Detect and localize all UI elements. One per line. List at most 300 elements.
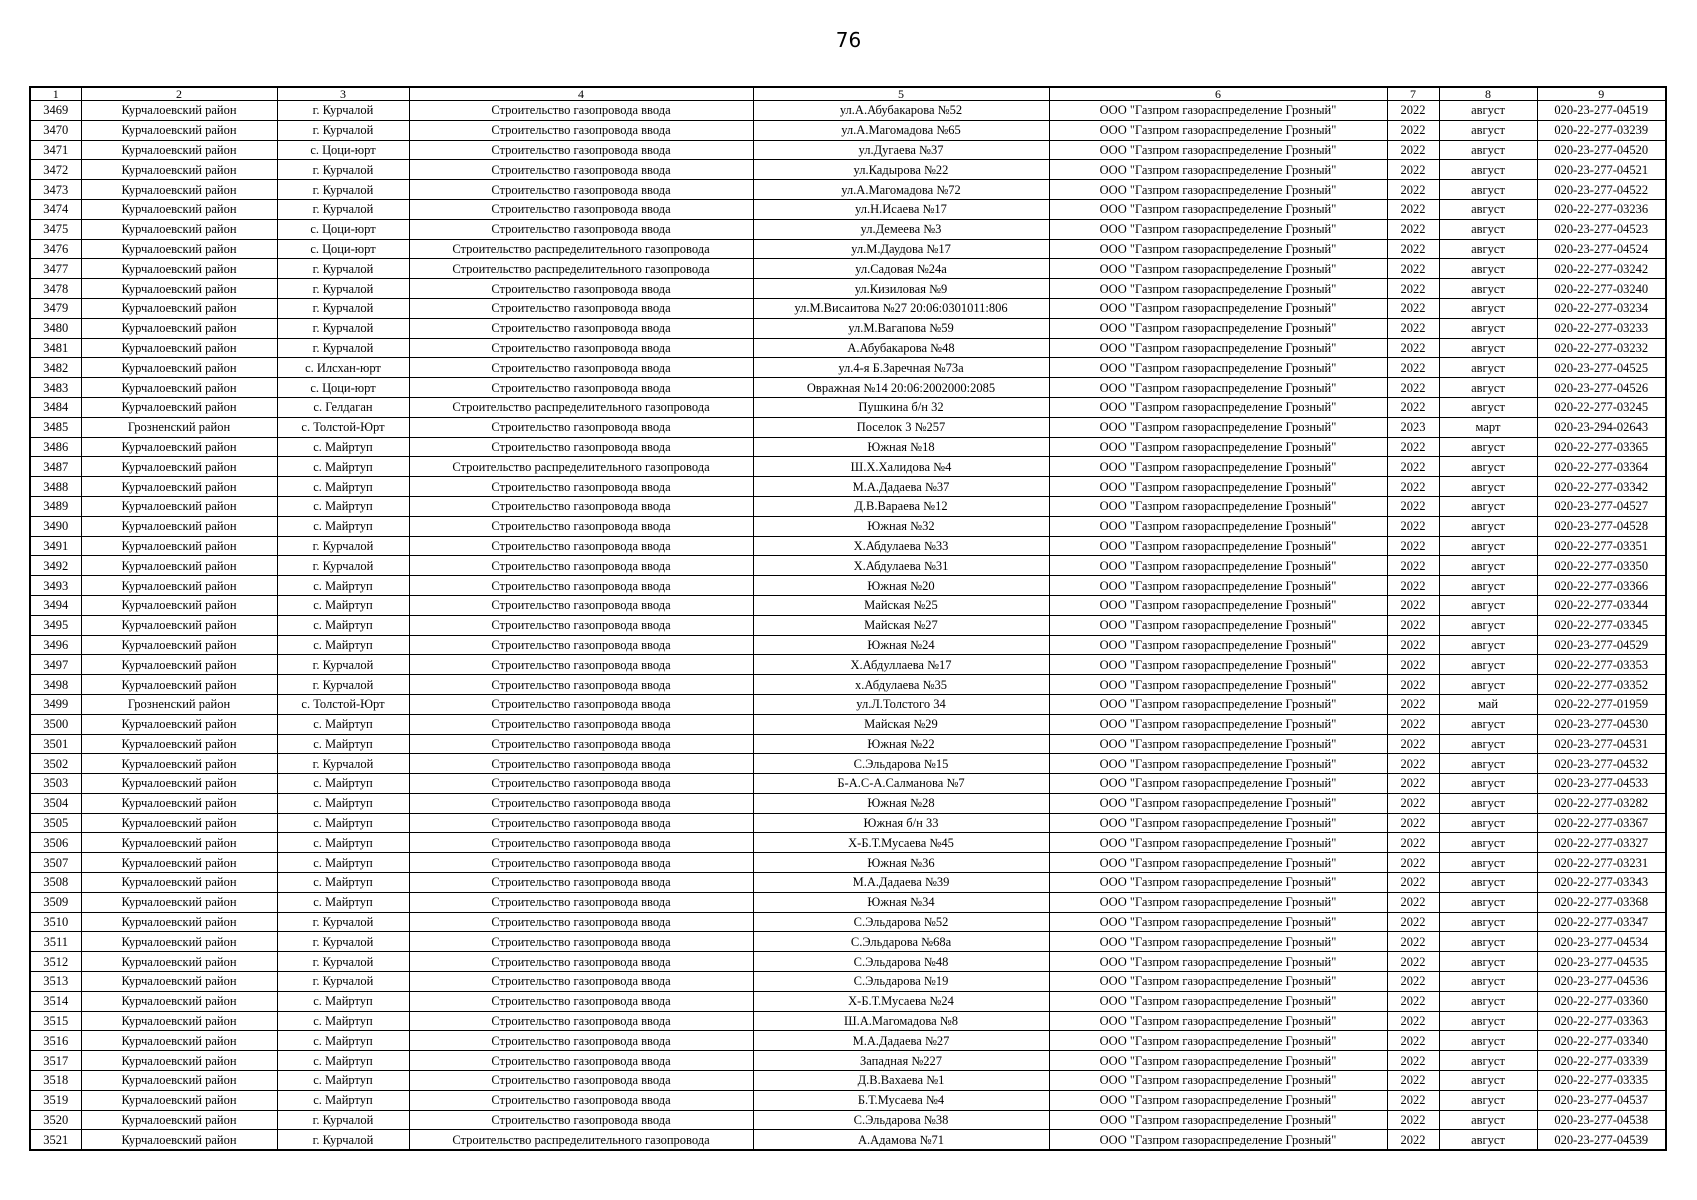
district-cell: Курчалоевский район xyxy=(81,279,277,299)
row-number-cell: 3499 xyxy=(30,694,81,714)
settlement-cell: г. Курчалой xyxy=(277,952,409,972)
month-cell: август xyxy=(1439,734,1537,754)
settlement-cell: с. Майртуп xyxy=(277,991,409,1011)
address-cell: С.Эльдарова №15 xyxy=(753,754,1049,774)
row-number-cell: 3501 xyxy=(30,734,81,754)
year-cell: 2022 xyxy=(1387,754,1439,774)
settlement-cell: г. Курчалой xyxy=(277,655,409,675)
district-cell: Курчалоевский район xyxy=(81,259,277,279)
year-cell: 2022 xyxy=(1387,239,1439,259)
organization-cell: ООО "Газпром газораспределение Грозный" xyxy=(1049,457,1387,477)
month-cell: август xyxy=(1439,1071,1537,1091)
registry-number-cell: 020-22-277-03242 xyxy=(1537,259,1666,279)
month-cell: август xyxy=(1439,219,1537,239)
district-cell: Грозненский район xyxy=(81,694,277,714)
district-cell: Курчалоевский район xyxy=(81,675,277,695)
settlement-cell: с. Толстой-Юрт xyxy=(277,417,409,437)
work-type-cell: Строительство газопровода ввода xyxy=(409,714,753,734)
month-cell: август xyxy=(1439,536,1537,556)
registry-number-cell: 020-23-277-04530 xyxy=(1537,714,1666,734)
registry-number-cell: 020-22-277-03366 xyxy=(1537,576,1666,596)
year-cell: 2022 xyxy=(1387,1090,1439,1110)
work-type-cell: Строительство газопровода ввода xyxy=(409,734,753,754)
organization-cell: ООО "Газпром газораспределение Грозный" xyxy=(1049,338,1387,358)
year-cell: 2022 xyxy=(1387,101,1439,121)
settlement-cell: г. Курчалой xyxy=(277,536,409,556)
organization-cell: ООО "Газпром газораспределение Грозный" xyxy=(1049,991,1387,1011)
work-type-cell: Строительство газопровода ввода xyxy=(409,101,753,121)
organization-cell: ООО "Газпром газораспределение Грозный" xyxy=(1049,774,1387,794)
registry-number-cell: 020-23-277-04522 xyxy=(1537,180,1666,200)
month-cell: август xyxy=(1439,873,1537,893)
organization-cell: ООО "Газпром газораспределение Грозный" xyxy=(1049,180,1387,200)
district-cell: Курчалоевский район xyxy=(81,873,277,893)
month-cell: август xyxy=(1439,1051,1537,1071)
work-type-cell: Строительство газопровода ввода xyxy=(409,298,753,318)
address-cell: Южная №34 xyxy=(753,892,1049,912)
year-cell: 2022 xyxy=(1387,1031,1439,1051)
month-cell: август xyxy=(1439,972,1537,992)
address-cell: С.Эльдарова №19 xyxy=(753,972,1049,992)
column-header: 7 xyxy=(1387,87,1439,101)
address-cell: С.Эльдарова №68а xyxy=(753,932,1049,952)
row-number-cell: 3491 xyxy=(30,536,81,556)
district-cell: Курчалоевский район xyxy=(81,972,277,992)
row-number-cell: 3480 xyxy=(30,318,81,338)
registry-number-cell: 020-22-277-03350 xyxy=(1537,556,1666,576)
settlement-cell: с. Майртуп xyxy=(277,437,409,457)
year-cell: 2022 xyxy=(1387,1071,1439,1091)
year-cell: 2022 xyxy=(1387,952,1439,972)
district-cell: Курчалоевский район xyxy=(81,655,277,675)
row-number-cell: 3479 xyxy=(30,298,81,318)
organization-cell: ООО "Газпром газораспределение Грозный" xyxy=(1049,160,1387,180)
settlement-cell: с. Цоци-юрт xyxy=(277,239,409,259)
row-number-cell: 3478 xyxy=(30,279,81,299)
organization-cell: ООО "Газпром газораспределение Грозный" xyxy=(1049,477,1387,497)
year-cell: 2022 xyxy=(1387,595,1439,615)
year-cell: 2022 xyxy=(1387,160,1439,180)
settlement-cell: г. Курчалой xyxy=(277,279,409,299)
month-cell: август xyxy=(1439,774,1537,794)
work-type-cell: Строительство газопровода ввода xyxy=(409,120,753,140)
year-cell: 2022 xyxy=(1387,556,1439,576)
month-cell: август xyxy=(1439,298,1537,318)
gas-pipeline-register-table xyxy=(29,86,1667,1151)
year-cell: 2022 xyxy=(1387,358,1439,378)
table-row xyxy=(30,932,1666,952)
year-cell: 2023 xyxy=(1387,417,1439,437)
registry-number-cell: 020-22-277-03327 xyxy=(1537,833,1666,853)
organization-cell: ООО "Газпром газораспределение Грозный" xyxy=(1049,358,1387,378)
registry-number-cell: 020-23-277-04526 xyxy=(1537,378,1666,398)
table-row xyxy=(30,833,1666,853)
organization-cell: ООО "Газпром газораспределение Грозный" xyxy=(1049,595,1387,615)
address-cell: Д.В.Вахаева №1 xyxy=(753,1071,1049,1091)
table-row xyxy=(30,556,1666,576)
row-number-cell: 3516 xyxy=(30,1031,81,1051)
table-row xyxy=(30,952,1666,972)
table-row xyxy=(30,1051,1666,1071)
district-cell: Курчалоевский район xyxy=(81,556,277,576)
settlement-cell: с. Майртуп xyxy=(277,1051,409,1071)
registry-number-cell: 020-22-277-03342 xyxy=(1537,477,1666,497)
month-cell: август xyxy=(1439,952,1537,972)
month-cell: август xyxy=(1439,813,1537,833)
year-cell: 2022 xyxy=(1387,140,1439,160)
organization-cell: ООО "Газпром газораспределение Грозный" xyxy=(1049,793,1387,813)
table-row xyxy=(30,496,1666,516)
organization-cell: ООО "Газпром газораспределение Грозный" xyxy=(1049,714,1387,734)
month-cell: август xyxy=(1439,892,1537,912)
settlement-cell: г. Курчалой xyxy=(277,1130,409,1150)
table-row xyxy=(30,397,1666,417)
district-cell: Курчалоевский район xyxy=(81,833,277,853)
month-cell: август xyxy=(1439,199,1537,219)
year-cell: 2022 xyxy=(1387,477,1439,497)
row-number-cell: 3470 xyxy=(30,120,81,140)
month-cell: август xyxy=(1439,615,1537,635)
settlement-cell: с. Майртуп xyxy=(277,457,409,477)
row-number-cell: 3502 xyxy=(30,754,81,774)
address-cell: М.А.Дадаева №27 xyxy=(753,1031,1049,1051)
organization-cell: ООО "Газпром газораспределение Грозный" xyxy=(1049,120,1387,140)
address-cell: М.А.Дадаева №37 xyxy=(753,477,1049,497)
settlement-cell: с. Майртуп xyxy=(277,774,409,794)
row-number-cell: 3493 xyxy=(30,576,81,596)
year-cell: 2022 xyxy=(1387,437,1439,457)
district-cell: Курчалоевский район xyxy=(81,754,277,774)
year-cell: 2022 xyxy=(1387,655,1439,675)
work-type-cell: Строительство газопровода ввода xyxy=(409,1071,753,1091)
table-row xyxy=(30,1110,1666,1130)
registry-number-cell: 020-23-277-04538 xyxy=(1537,1110,1666,1130)
settlement-cell: с. Майртуп xyxy=(277,1090,409,1110)
settlement-cell: с. Майртуп xyxy=(277,576,409,596)
registry-number-cell: 020-22-277-03233 xyxy=(1537,318,1666,338)
row-number-cell: 3508 xyxy=(30,873,81,893)
table-row xyxy=(30,1031,1666,1051)
organization-cell: ООО "Газпром газораспределение Грозный" xyxy=(1049,813,1387,833)
address-cell: С.Эльдарова №52 xyxy=(753,912,1049,932)
row-number-cell: 3495 xyxy=(30,615,81,635)
district-cell: Курчалоевский район xyxy=(81,457,277,477)
district-cell: Курчалоевский район xyxy=(81,219,277,239)
month-cell: август xyxy=(1439,655,1537,675)
work-type-cell: Строительство газопровода ввода xyxy=(409,1051,753,1071)
registry-number-cell: 020-23-277-04535 xyxy=(1537,952,1666,972)
district-cell: Курчалоевский район xyxy=(81,615,277,635)
table-row xyxy=(30,635,1666,655)
organization-cell: ООО "Газпром газораспределение Грозный" xyxy=(1049,279,1387,299)
year-cell: 2022 xyxy=(1387,219,1439,239)
row-number-cell: 3489 xyxy=(30,496,81,516)
work-type-cell: Строительство газопровода ввода xyxy=(409,1011,753,1031)
month-cell: август xyxy=(1439,160,1537,180)
row-number-cell: 3484 xyxy=(30,397,81,417)
row-number-cell: 3515 xyxy=(30,1011,81,1031)
table-row xyxy=(30,793,1666,813)
settlement-cell: г. Курчалой xyxy=(277,556,409,576)
year-cell: 2022 xyxy=(1387,833,1439,853)
registry-number-cell: 020-22-277-03339 xyxy=(1537,1051,1666,1071)
address-cell: ул.М.Вагапова №59 xyxy=(753,318,1049,338)
year-cell: 2022 xyxy=(1387,615,1439,635)
settlement-cell: г. Курчалой xyxy=(277,1110,409,1130)
district-cell: Курчалоевский район xyxy=(81,477,277,497)
month-cell: август xyxy=(1439,101,1537,121)
column-header: 1 xyxy=(30,87,81,101)
table-row xyxy=(30,477,1666,497)
table-row xyxy=(30,140,1666,160)
month-cell: август xyxy=(1439,120,1537,140)
month-cell: август xyxy=(1439,912,1537,932)
settlement-cell: г. Курчалой xyxy=(277,932,409,952)
table-row xyxy=(30,991,1666,1011)
district-cell: Курчалоевский район xyxy=(81,1090,277,1110)
settlement-cell: г. Курчалой xyxy=(277,318,409,338)
registry-number-cell: 020-22-277-03234 xyxy=(1537,298,1666,318)
month-cell: август xyxy=(1439,140,1537,160)
row-number-cell: 3498 xyxy=(30,675,81,695)
address-cell: Х.Абдулаева №31 xyxy=(753,556,1049,576)
organization-cell: ООО "Газпром газораспределение Грозный" xyxy=(1049,1071,1387,1091)
table-row xyxy=(30,655,1666,675)
organization-cell: ООО "Газпром газораспределение Грозный" xyxy=(1049,972,1387,992)
month-cell: август xyxy=(1439,833,1537,853)
month-cell: август xyxy=(1439,1110,1537,1130)
work-type-cell: Строительство газопровода ввода xyxy=(409,358,753,378)
row-number-cell: 3510 xyxy=(30,912,81,932)
address-cell: Южная №36 xyxy=(753,853,1049,873)
table-row xyxy=(30,972,1666,992)
district-cell: Курчалоевский район xyxy=(81,239,277,259)
settlement-cell: г. Курчалой xyxy=(277,199,409,219)
work-type-cell: Строительство газопровода ввода xyxy=(409,972,753,992)
table-row xyxy=(30,734,1666,754)
registry-number-cell: 020-23-277-04521 xyxy=(1537,160,1666,180)
row-number-cell: 3474 xyxy=(30,199,81,219)
table-row xyxy=(30,912,1666,932)
month-cell: август xyxy=(1439,595,1537,615)
district-cell: Курчалоевский район xyxy=(81,1071,277,1091)
table-row xyxy=(30,120,1666,140)
work-type-cell: Строительство газопровода ввода xyxy=(409,635,753,655)
registry-number-cell: 020-22-277-03340 xyxy=(1537,1031,1666,1051)
work-type-cell: Строительство газопровода ввода xyxy=(409,1090,753,1110)
table-row xyxy=(30,378,1666,398)
registry-number-cell: 020-22-277-01959 xyxy=(1537,694,1666,714)
settlement-cell: с. Майртуп xyxy=(277,853,409,873)
registry-number-cell: 020-22-277-03351 xyxy=(1537,536,1666,556)
year-cell: 2022 xyxy=(1387,279,1439,299)
work-type-cell: Строительство распределительного газопровода xyxy=(409,1130,753,1150)
work-type-cell: Строительство газопровода ввода xyxy=(409,1031,753,1051)
registry-number-cell: 020-22-277-03282 xyxy=(1537,793,1666,813)
address-cell: Х-Б.Т.Мусаева №45 xyxy=(753,833,1049,853)
address-cell: ул.Кадырова №22 xyxy=(753,160,1049,180)
year-cell: 2022 xyxy=(1387,259,1439,279)
settlement-cell: с. Майртуп xyxy=(277,615,409,635)
registry-number-cell: 020-22-277-03231 xyxy=(1537,853,1666,873)
organization-cell: ООО "Газпром газораспределение Грозный" xyxy=(1049,754,1387,774)
address-cell: А.Абубакарова №48 xyxy=(753,338,1049,358)
registry-number-cell: 020-22-277-03367 xyxy=(1537,813,1666,833)
district-cell: Курчалоевский район xyxy=(81,101,277,121)
year-cell: 2022 xyxy=(1387,793,1439,813)
address-cell: Поселок 3 №257 xyxy=(753,417,1049,437)
address-cell: Южная №20 xyxy=(753,576,1049,596)
table-row xyxy=(30,576,1666,596)
column-header: 8 xyxy=(1439,87,1537,101)
district-cell: Курчалоевский район xyxy=(81,120,277,140)
table-row xyxy=(30,437,1666,457)
month-cell: август xyxy=(1439,259,1537,279)
table-row xyxy=(30,219,1666,239)
row-number-cell: 3509 xyxy=(30,892,81,912)
organization-cell: ООО "Газпром газораспределение Грозный" xyxy=(1049,259,1387,279)
table-row xyxy=(30,774,1666,794)
year-cell: 2022 xyxy=(1387,813,1439,833)
year-cell: 2022 xyxy=(1387,318,1439,338)
year-cell: 2022 xyxy=(1387,180,1439,200)
address-cell: ул.Садовая №24а xyxy=(753,259,1049,279)
organization-cell: ООО "Газпром газораспределение Грозный" xyxy=(1049,873,1387,893)
row-number-cell: 3476 xyxy=(30,239,81,259)
settlement-cell: г. Курчалой xyxy=(277,912,409,932)
address-cell: Южная №32 xyxy=(753,516,1049,536)
work-type-cell: Строительство газопровода ввода xyxy=(409,655,753,675)
row-number-cell: 3494 xyxy=(30,595,81,615)
month-cell: август xyxy=(1439,556,1537,576)
month-cell: август xyxy=(1439,576,1537,596)
work-type-cell: Строительство газопровода ввода xyxy=(409,160,753,180)
column-header: 6 xyxy=(1049,87,1387,101)
table-row xyxy=(30,180,1666,200)
settlement-cell: с. Майртуп xyxy=(277,1071,409,1091)
work-type-cell: Строительство распределительного газопровода xyxy=(409,239,753,259)
registry-number-cell: 020-22-277-03352 xyxy=(1537,675,1666,695)
work-type-cell: Строительство газопровода ввода xyxy=(409,675,753,695)
table-row xyxy=(30,1071,1666,1091)
month-cell: август xyxy=(1439,496,1537,516)
address-cell: х.Абдулаева №35 xyxy=(753,675,1049,695)
row-number-cell: 3496 xyxy=(30,635,81,655)
address-cell: Х.Абдуллаева №17 xyxy=(753,655,1049,675)
registry-number-cell: 020-23-277-04534 xyxy=(1537,932,1666,952)
month-cell: август xyxy=(1439,378,1537,398)
registry-number-cell: 020-23-277-04527 xyxy=(1537,496,1666,516)
district-cell: Курчалоевский район xyxy=(81,199,277,219)
settlement-cell: с. Майртуп xyxy=(277,833,409,853)
district-cell: Курчалоевский район xyxy=(81,1031,277,1051)
district-cell: Курчалоевский район xyxy=(81,991,277,1011)
row-number-cell: 3517 xyxy=(30,1051,81,1071)
table-row xyxy=(30,199,1666,219)
registry-number-cell: 020-23-277-04519 xyxy=(1537,101,1666,121)
table-row xyxy=(30,536,1666,556)
settlement-cell: с. Илсхан-юрт xyxy=(277,358,409,378)
organization-cell: ООО "Газпром газораспределение Грозный" xyxy=(1049,675,1387,695)
table-row xyxy=(30,101,1666,121)
district-cell: Курчалоевский район xyxy=(81,298,277,318)
row-number-cell: 3497 xyxy=(30,655,81,675)
row-number-cell: 3507 xyxy=(30,853,81,873)
organization-cell: ООО "Газпром газораспределение Грозный" xyxy=(1049,496,1387,516)
organization-cell: ООО "Газпром газораспределение Грозный" xyxy=(1049,833,1387,853)
registry-number-cell: 020-23-277-04520 xyxy=(1537,140,1666,160)
table-row xyxy=(30,1130,1666,1150)
work-type-cell: Строительство газопровода ввода xyxy=(409,279,753,299)
district-cell: Курчалоевский район xyxy=(81,595,277,615)
district-cell: Курчалоевский район xyxy=(81,496,277,516)
work-type-cell: Строительство газопровода ввода xyxy=(409,813,753,833)
district-cell: Курчалоевский район xyxy=(81,160,277,180)
month-cell: август xyxy=(1439,279,1537,299)
year-cell: 2022 xyxy=(1387,892,1439,912)
work-type-cell: Строительство газопровода ввода xyxy=(409,952,753,972)
work-type-cell: Строительство газопровода ввода xyxy=(409,754,753,774)
row-number-cell: 3500 xyxy=(30,714,81,734)
work-type-cell: Строительство газопровода ввода xyxy=(409,853,753,873)
work-type-cell: Строительство газопровода ввода xyxy=(409,417,753,437)
table-row xyxy=(30,417,1666,437)
year-cell: 2022 xyxy=(1387,694,1439,714)
work-type-cell: Строительство газопровода ввода xyxy=(409,199,753,219)
organization-cell: ООО "Газпром газораспределение Грозный" xyxy=(1049,1130,1387,1150)
address-cell: С.Эльдарова №38 xyxy=(753,1110,1049,1130)
settlement-cell: г. Курчалой xyxy=(277,298,409,318)
table-row xyxy=(30,1090,1666,1110)
work-type-cell: Строительство газопровода ввода xyxy=(409,219,753,239)
work-type-cell: Строительство газопровода ввода xyxy=(409,496,753,516)
registry-number-cell: 020-22-277-03345 xyxy=(1537,615,1666,635)
month-cell: август xyxy=(1439,239,1537,259)
organization-cell: ООО "Газпром газораспределение Грозный" xyxy=(1049,199,1387,219)
registry-number-cell: 020-23-277-04529 xyxy=(1537,635,1666,655)
column-header: 4 xyxy=(409,87,753,101)
organization-cell: ООО "Газпром газораспределение Грозный" xyxy=(1049,239,1387,259)
settlement-cell: г. Курчалой xyxy=(277,160,409,180)
settlement-cell: с. Майртуп xyxy=(277,477,409,497)
work-type-cell: Строительство газопровода ввода xyxy=(409,437,753,457)
organization-cell: ООО "Газпром газораспределение Грозный" xyxy=(1049,536,1387,556)
year-cell: 2022 xyxy=(1387,972,1439,992)
month-cell: август xyxy=(1439,397,1537,417)
table-row xyxy=(30,239,1666,259)
address-cell: Южная №24 xyxy=(753,635,1049,655)
settlement-cell: с. Майртуп xyxy=(277,635,409,655)
registry-number-cell: 020-23-277-04533 xyxy=(1537,774,1666,794)
work-type-cell: Строительство газопровода ввода xyxy=(409,774,753,794)
month-cell: март xyxy=(1439,417,1537,437)
year-cell: 2022 xyxy=(1387,120,1439,140)
organization-cell: ООО "Газпром газораспределение Грозный" xyxy=(1049,140,1387,160)
year-cell: 2022 xyxy=(1387,457,1439,477)
district-cell: Курчалоевский район xyxy=(81,912,277,932)
address-cell: Западная №227 xyxy=(753,1051,1049,1071)
month-cell: май xyxy=(1439,694,1537,714)
settlement-cell: с. Майртуп xyxy=(277,1011,409,1031)
settlement-cell: с. Майртуп xyxy=(277,873,409,893)
address-cell: С.Эльдарова №48 xyxy=(753,952,1049,972)
settlement-cell: с. Толстой-Юрт xyxy=(277,694,409,714)
registry-number-cell: 020-23-277-04537 xyxy=(1537,1090,1666,1110)
row-number-cell: 3514 xyxy=(30,991,81,1011)
address-cell: М.А.Дадаева №39 xyxy=(753,873,1049,893)
table-row xyxy=(30,160,1666,180)
registry-number-cell: 020-22-277-03347 xyxy=(1537,912,1666,932)
